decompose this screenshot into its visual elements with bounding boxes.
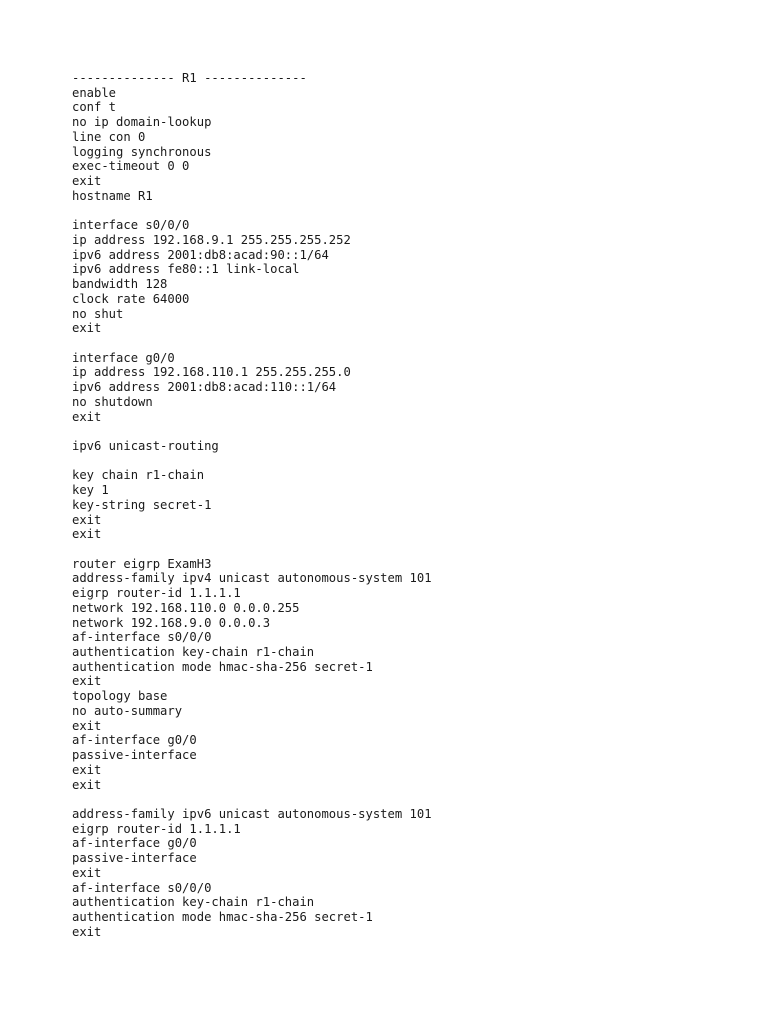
config-line: hostname R1 — [72, 188, 153, 203]
config-line: line con 0 — [72, 129, 146, 144]
config-line — [72, 542, 432, 557]
config-line: exit — [72, 174, 102, 189]
config-line — [72, 203, 432, 218]
config-line: ipv6 address fe80::1 link-local — [72, 262, 300, 277]
config-line: af-interface g0/0 — [72, 733, 197, 748]
config-line: eigrp router-id 1.1.1.1 — [72, 586, 241, 601]
config-line: logging synchronous — [72, 144, 212, 159]
config-line: address-family ipv4 unicast autonomous-system 101 — [72, 571, 432, 586]
config-line: exit — [72, 718, 102, 733]
config-line: af-interface s0/0/0 — [72, 880, 212, 895]
config-line: eigrp router-id 1.1.1.1 — [72, 821, 241, 836]
config-line: key-string secret-1 — [72, 497, 212, 512]
config-line: ip address 192.168.9.1 255.255.255.252 — [72, 232, 351, 247]
config-line: exec-timeout 0 0 — [72, 159, 190, 174]
router-config-text — [72, 71, 432, 939]
config-line: interface g0/0 — [72, 350, 175, 365]
config-line: exit — [72, 321, 102, 336]
config-line: ipv6 address 2001:db8:acad:90::1/64 — [72, 247, 329, 262]
config-line: ipv6 address 2001:db8:acad:110::1/64 — [72, 380, 337, 395]
config-line: network 192.168.9.0 0.0.0.3 — [72, 615, 271, 630]
config-line: exit — [72, 409, 102, 424]
config-line: authentication mode hmac-sha-256 secret-1 — [72, 909, 373, 924]
config-line: key chain r1-chain — [72, 468, 205, 483]
config-line: exit — [72, 674, 102, 689]
config-line: interface s0/0/0 — [72, 218, 190, 233]
config-line: ipv6 unicast-routing — [72, 438, 219, 453]
config-line: authentication key-chain r1-chain — [72, 645, 315, 660]
config-line: address-family ipv6 unicast autonomous-system 101 — [72, 806, 432, 821]
config-line — [72, 792, 432, 807]
config-line: -------------- R1 -------------- — [72, 71, 307, 85]
config-line: no shut — [72, 306, 124, 321]
config-line: af-interface s0/0/0 — [72, 630, 212, 645]
config-line: no shutdown — [72, 394, 153, 409]
config-line: passive-interface — [72, 748, 197, 763]
config-line: exit — [72, 777, 102, 792]
config-line: bandwidth 128 — [72, 277, 168, 292]
config-line: exit — [72, 762, 102, 777]
config-line: authentication mode hmac-sha-256 secret-1 — [72, 659, 373, 674]
config-line: no auto-summary — [72, 703, 183, 718]
config-line: exit — [72, 924, 102, 939]
config-line: ip address 192.168.110.1 255.255.255.0 — [72, 365, 351, 380]
config-line: no ip domain-lookup — [72, 115, 212, 130]
config-line: af-interface g0/0 — [72, 836, 197, 851]
config-line: exit — [72, 512, 102, 527]
config-line: clock rate 64000 — [72, 291, 190, 306]
config-line: topology base — [72, 689, 168, 704]
config-line: authentication key-chain r1-chain — [72, 895, 315, 910]
config-line: enable — [72, 85, 117, 100]
config-line — [72, 454, 432, 469]
config-line: exit — [72, 527, 102, 542]
config-line: network 192.168.110.0 0.0.0.255 — [72, 600, 300, 615]
config-line: conf t — [72, 100, 117, 115]
config-line: router eigrp ExamH3 — [72, 556, 212, 571]
config-line: key 1 — [72, 483, 109, 498]
config-line: passive-interface — [72, 851, 197, 866]
config-line — [72, 424, 432, 439]
config-line — [72, 336, 432, 351]
config-line: exit — [72, 865, 102, 880]
